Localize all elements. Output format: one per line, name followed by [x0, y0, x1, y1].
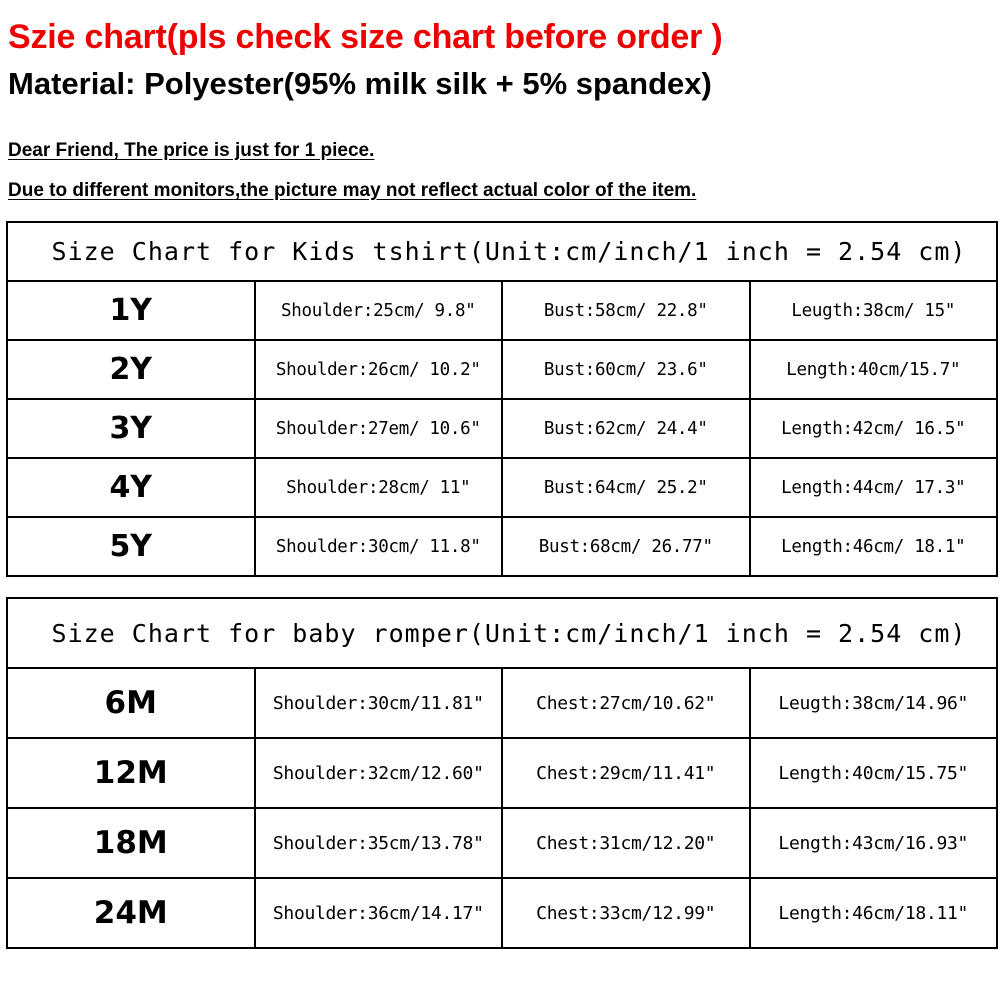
size-label: 18M	[7, 808, 255, 878]
bust-value: Bust:64cm/ 25.2"	[502, 458, 750, 517]
shoulder-value: Shoulder:25cm/ 9.8"	[255, 281, 503, 340]
kids-table-caption: Size Chart for Kids tshirt(Unit:cm/inch/1 inch = 2.54 cm)	[7, 222, 997, 281]
bust-value: Bust:68cm/ 26.77"	[502, 517, 750, 576]
price-note: Dear Friend, The price is just for 1 piece.	[8, 140, 375, 161]
monitor-note-row	[4, 161, 996, 201]
kids-tshirt-size-table	[6, 221, 998, 577]
table-row	[7, 738, 997, 808]
shoulder-value: Shoulder:35cm/13.78"	[255, 808, 503, 878]
shoulder-value: Shoulder:30cm/ 11.8"	[255, 517, 503, 576]
length-value: Leugth:38cm/ 15"	[750, 281, 998, 340]
length-value: Length:43cm/16.93"	[750, 808, 998, 878]
bust-value: Bust:58cm/ 22.8"	[502, 281, 750, 340]
table-caption-row	[7, 598, 997, 668]
monitor-note: Due to different monitors,the picture may not reflect actual color of the item.	[8, 180, 697, 201]
length-value: Length:46cm/ 18.1"	[750, 517, 998, 576]
length-value: Length:42cm/ 16.5"	[750, 399, 998, 458]
material-line: Material: Polyester(95% milk silk + 5% spandex)	[8, 66, 712, 101]
size-label: 2Y	[7, 340, 255, 399]
shoulder-value: Shoulder:27em/ 10.6"	[255, 399, 503, 458]
size-label: 5Y	[7, 517, 255, 576]
chest-value: Chest:29cm/11.41"	[502, 738, 750, 808]
table-row	[7, 808, 997, 878]
bust-value: Bust:60cm/ 23.6"	[502, 340, 750, 399]
chest-value: Chest:31cm/12.20"	[502, 808, 750, 878]
chest-value: Chest:27cm/10.62"	[502, 668, 750, 738]
shoulder-value: Shoulder:28cm/ 11"	[255, 458, 503, 517]
shoulder-value: Shoulder:32cm/12.60"	[255, 738, 503, 808]
length-value: Length:44cm/ 17.3"	[750, 458, 998, 517]
table-row	[7, 517, 997, 576]
table-caption-row	[7, 222, 997, 281]
shoulder-value: Shoulder:26cm/ 10.2"	[255, 340, 503, 399]
price-note-row	[4, 99, 996, 161]
size-label: 6M	[7, 668, 255, 738]
length-value: Leugth:38cm/14.96"	[750, 668, 998, 738]
page-title: Szie chart(pls check size chart before order )	[8, 18, 723, 56]
size-label: 3Y	[7, 399, 255, 458]
table-row	[7, 340, 997, 399]
length-value: Length:40cm/15.7"	[750, 340, 998, 399]
size-label: 4Y	[7, 458, 255, 517]
size-label: 24M	[7, 878, 255, 948]
length-value: Length:46cm/18.11"	[750, 878, 998, 948]
table-row	[7, 878, 997, 948]
shoulder-value: Shoulder:36cm/14.17"	[255, 878, 503, 948]
length-value: Length:40cm/15.75"	[750, 738, 998, 808]
table-row	[7, 668, 997, 738]
baby-romper-size-table	[6, 597, 998, 949]
table-row	[7, 458, 997, 517]
spacer	[4, 201, 996, 221]
bust-value: Bust:62cm/ 24.4"	[502, 399, 750, 458]
shoulder-value: Shoulder:30cm/11.81"	[255, 668, 503, 738]
size-label: 12M	[7, 738, 255, 808]
table-row	[7, 399, 997, 458]
spacer-2	[4, 577, 996, 597]
chest-value: Chest:33cm/12.99"	[502, 878, 750, 948]
size-label: 1Y	[7, 281, 255, 340]
table-row	[7, 281, 997, 340]
romper-table-caption: Size Chart for baby romper(Unit:cm/inch/1 inch = 2.54 cm)	[7, 598, 997, 668]
